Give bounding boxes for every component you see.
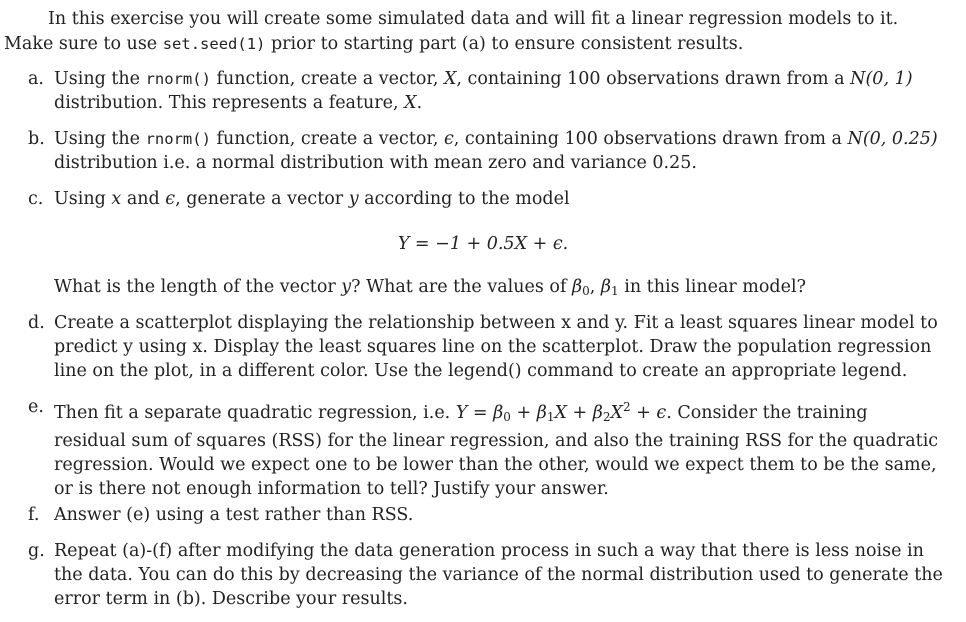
code-set-seed: set.seed(1) bbox=[162, 35, 266, 53]
model-equation: Y = −1 + 0.5X + ϵ. bbox=[397, 234, 569, 254]
part-e bbox=[28, 395, 944, 501]
code-rnorm: rnorm() bbox=[145, 130, 211, 148]
normal-distribution: N(0, 1) bbox=[850, 69, 913, 89]
part-b-label: b. bbox=[28, 129, 45, 149]
part-d-label: d. bbox=[28, 313, 45, 333]
part-d bbox=[28, 311, 944, 383]
normal-distribution: N(0, 0.25) bbox=[847, 129, 938, 149]
part-c-question: What is the length of the vector y? What are the values of $\beta_0$, $\beta_1$ in this linear model? bbox=[54, 277, 806, 298]
part-f-text: Answer (e) using a test rather than RSS. bbox=[54, 505, 414, 525]
part-c-label: c. bbox=[28, 189, 44, 209]
intro-text-end: prior to starting part (a) to ensure consistent results. bbox=[265, 34, 744, 54]
code-rnorm: rnorm() bbox=[145, 70, 211, 88]
quadratic-equation: $Y = \beta_0 + \beta_1X + \beta_2X^2 + \epsilon$ bbox=[455, 400, 667, 424]
part-g-label: g. bbox=[28, 541, 45, 561]
part-g bbox=[28, 539, 944, 611]
part-c-text: Using x and ϵ, generate a vector y according to the model bbox=[54, 189, 570, 209]
part-b-text: Using the rnorm() function, create a vector, ϵ, containing 100 observations drawn from a N(0, 0.25) distribution i.e. a normal distribution with mean zero and variance 0.25. bbox=[54, 129, 938, 173]
part-a-label: a. bbox=[28, 69, 44, 89]
part-a bbox=[28, 67, 944, 115]
part-e-text: Then fit a separate quadratic regression, i.e. $Y = \beta_0 + \beta_1X + \beta_2X^2 + \epsilon$. Consider the training residual sum of squares (RSS) for the linear regression, and also the training RSS for the quadratic regression. Would we expect one to be lower than the other, would we expect them to be the same, or is there not enough information to tell? Justify your answer. bbox=[54, 400, 939, 499]
part-b bbox=[28, 127, 944, 175]
intro-text: In this exercise you will create some simulated data and will fit a linear regression models to it. Make sure to use bbox=[4, 9, 899, 54]
intro-paragraph bbox=[4, 7, 948, 57]
part-e-label: e. bbox=[28, 397, 44, 417]
part-d-text: Create a scatterplot displaying the relationship between x and y. Fit a least squares linear model to predict y using x. Display the least squares line on the scatterplot. Draw the population regression line on the plot, in a different color. Use the legend() command to create an appropriate legend. bbox=[54, 313, 938, 381]
part-g-text: Repeat (a)-(f) after modifying the data generation process in such a way that there is less noise in the data. You can do this by decreasing the variance of the normal distribution used to generate the error term in (b). Describe your results. bbox=[54, 541, 943, 609]
part-c bbox=[28, 187, 944, 211]
part-a-text: Using the rnorm() function, create a vector, X, containing 100 observations drawn from a N(0, 1) distribution. This represents a feature, X. bbox=[54, 69, 913, 113]
part-f bbox=[28, 503, 944, 527]
part-f-label: f. bbox=[28, 505, 40, 525]
